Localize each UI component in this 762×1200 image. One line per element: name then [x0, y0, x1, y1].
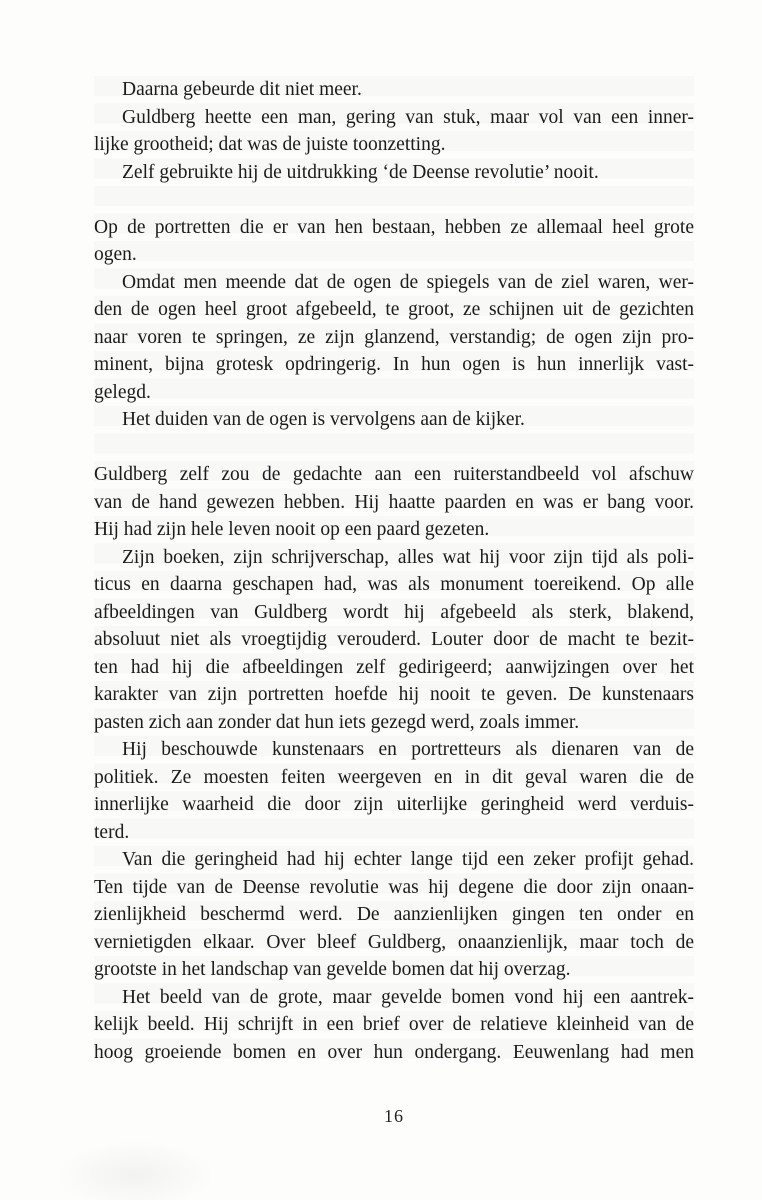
text-line: gelegd.	[94, 381, 151, 403]
page-text	[94, 76, 694, 1066]
paragraph	[94, 269, 694, 407]
paragraph	[94, 984, 694, 1067]
text-line: Hij had zijn hele leven nooit op een paard gezeten.	[94, 519, 490, 540]
page-number: 16	[384, 1106, 404, 1126]
text-line: van de hand gewezen hebben. Hij haatte paarden en was er bang voor.	[94, 491, 694, 513]
text-line: terd.	[94, 821, 130, 843]
text-line: Omdat men meende dat de ogen de spiegels van de ziel waren, wer-	[122, 271, 694, 293]
text-line: Guldberg heette een man, gering van stuk, maar vol van een inner-	[122, 106, 694, 128]
text-line: minent, bijna grotesk opdringerig. In hun ogen is hun innerlijk vast-	[94, 354, 694, 375]
text-line: naar voren te springen, ze zijn glanzend, verstandig; de ogen zijn pro-	[94, 326, 694, 348]
text-line: Zijn boeken, zijn schrijverschap, alles wat hij voor zijn tijd als poli-	[122, 546, 694, 568]
text-line: vernietigden elkaar. Over bleef Guldberg, onaanzienlijk, maar toch de	[94, 931, 694, 953]
text-line: zienlijkheid beschermd werd. De aanzienlijken gingen ten onder en	[94, 904, 694, 925]
text-line: karakter van zijn portretten hoefde hij nooit te geven. De kunstenaars	[94, 684, 694, 705]
text-line: ticus en daarna geschapen had, was als monument toereikend. Op alle	[94, 574, 694, 595]
text-line: absoluut niet als vroegtijdig verouderd. Louter door de macht te bezit-	[94, 629, 694, 650]
paragraph	[94, 544, 694, 737]
text-line: Op de portretten die er van hen bestaan, hebben ze allemaal heel grote	[94, 216, 694, 238]
text-line: Ten tijde van de Deense revolutie was hij degene die door zijn onaan-	[94, 876, 694, 898]
text-line: den de ogen heel groot afgebeeld, te groot, ze schijnen uit de gezichten	[94, 299, 694, 320]
text-line: politiek. Ze moesten feiten weergeven en in dit geval waren die de	[94, 766, 694, 788]
text-line: Het beeld van de grote, maar gevelde bomen vond hij een aantrek-	[122, 986, 694, 1008]
text-line: hoog groeiende bomen en over hun ondergang. Eeuwenlang had men	[94, 1041, 694, 1063]
text-line: Het duiden van de ogen is vervolgens aan de kijker.	[122, 409, 525, 430]
scan-smudge	[55, 1140, 215, 1200]
text-line: Van die geringheid had hij echter lange tijd een zeker profijt gehad.	[122, 849, 694, 870]
text-line: Hij beschouwde kunstenaars en portretteurs als dienaren van de	[122, 739, 694, 760]
text-line: pasten zich aan zonder dat hun iets gezegd werd, zoals immer.	[94, 711, 580, 733]
paragraph	[94, 406, 694, 434]
paragraph	[94, 159, 694, 187]
paragraph	[94, 104, 694, 159]
text-line: kelijk beeld. Hij schrijft in een brief over de relatieve kleinheid van de	[94, 1014, 694, 1035]
paragraph	[94, 76, 694, 104]
text-line: afbeeldingen van Guldberg wordt hij afgebeeld als sterk, blakend,	[94, 601, 694, 623]
paragraph	[94, 214, 694, 269]
paragraph	[94, 461, 694, 544]
text-line: grootste in het landschap van gevelde bomen dat hij overzag.	[94, 959, 571, 980]
paragraph	[94, 846, 694, 984]
text-line: Zelf gebruikte hij de uitdrukking ‘de Deense revolutie’ nooit.	[122, 161, 599, 183]
text-line: ten had hij die afbeeldingen zelf gedirigeerd; aanwijzingen over het	[94, 656, 694, 678]
text-line: lijke grootheid; dat was de juiste toonzetting.	[94, 134, 446, 155]
text-line: Guldberg zelf zou de gedachte aan een ruiterstandbeeld vol afschuw	[94, 464, 694, 485]
paragraph	[94, 736, 694, 846]
text-line: innerlijke waarheid die door zijn uiterlijke geringheid werd verduis-	[94, 794, 694, 815]
text-line: ogen.	[94, 244, 137, 265]
text-line: Daarna gebeurde dit niet meer.	[122, 79, 362, 100]
